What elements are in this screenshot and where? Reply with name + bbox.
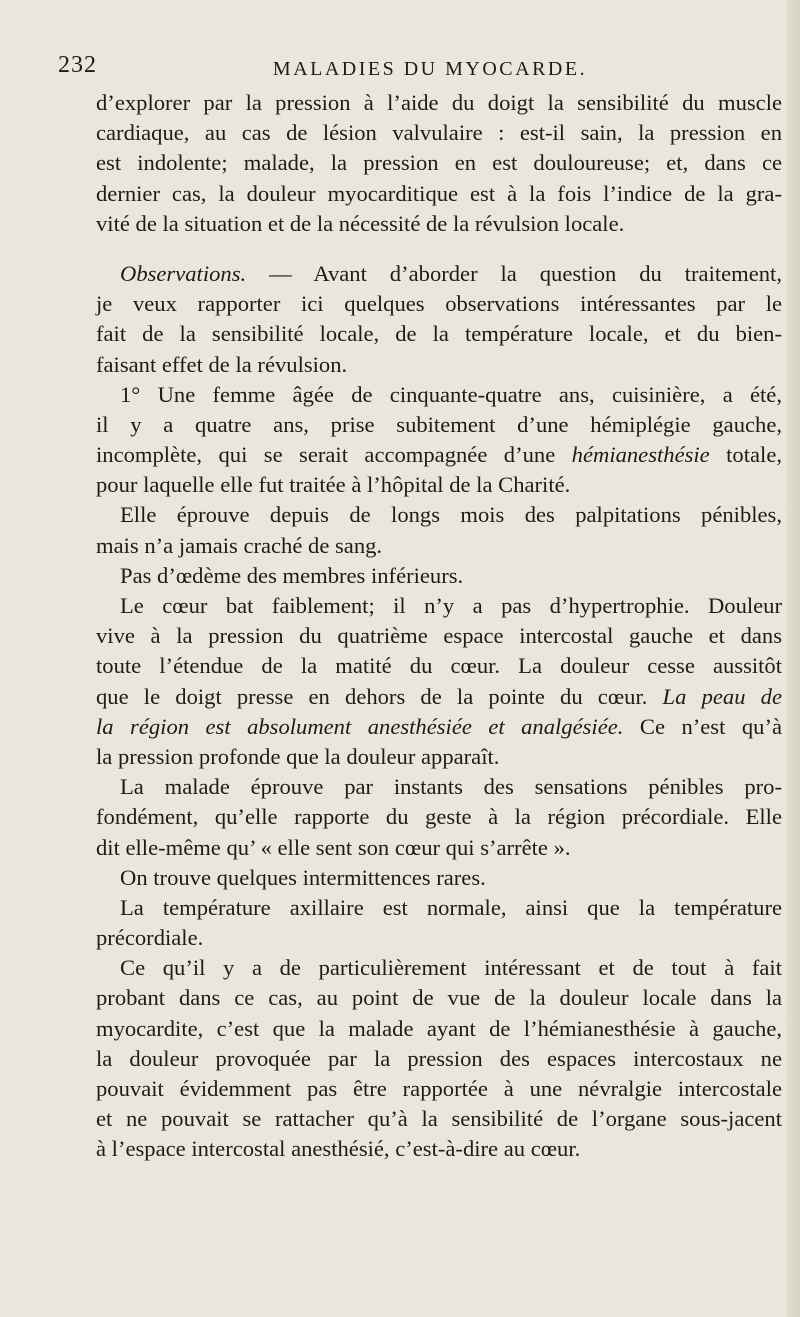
text-line [96,893,782,923]
text-line [96,410,782,440]
text-line [96,682,782,712]
text-segment: la douleur provoquée par la pression des espaces intercostaux ne [96,1045,782,1071]
text-segment: dit elle-même qu’ « elle sent son cœur qui s’arrête ». [96,834,571,860]
text-segment: 1° Une femme âgée de cinquante-quatre ans, cuisinière, a été, [120,381,782,407]
page-edge-shadow [786,0,800,1317]
text-line [96,88,782,118]
running-head: MALADIES DU MYOCARDE. [272,58,588,80]
text-segment: — Avant d’aborder la question du traitement, [246,260,782,286]
text-line [96,1044,782,1074]
text-segment: La malade éprouve par instants des sensations pénibles pro- [120,774,782,800]
text-line [96,983,782,1013]
text-line [96,742,782,772]
text-line [96,1134,782,1164]
text-line [96,591,782,621]
text-line [96,380,782,410]
text-segment: myocardite, c’est que la malade ayant de l’hémianesthésie à gauche, [96,1015,782,1041]
text-segment: faisant effet de la révulsion. [96,351,348,377]
text-line [96,440,782,470]
text-line [96,470,782,500]
text-segment: On trouve quelques intermittences rares. [120,864,486,890]
text-line [96,863,782,893]
italic-text-segment: la région est absolument anesthésiée et analgésiée. [96,713,624,739]
text-segment: d’explorer par la pression à l’aide du doigt la sensibilité du muscle [96,90,782,115]
text-segment: cardiaque, au cas de lésion valvulaire : est-il sain, la pression en [96,120,782,146]
italic-text-segment: La peau de [662,683,782,709]
italic-text-segment: Observations. [120,260,247,286]
text-line [96,179,782,209]
text-segment: incomplète, qui se serait accompagnée d’une [96,442,572,468]
text-line [96,209,782,239]
text-segment: Le cœur bat faiblement; il n’y a pas d’hypertrophie. Douleur [120,593,782,618]
text-segment: Ce n’est qu’à [623,713,782,739]
text-line [96,923,782,953]
text-segment: fondément, qu’elle rapporte du geste à la région précordiale. Elle [96,804,782,830]
text-segment: pouvait évidemment pas être rapportée à une névralgie intercostale [96,1076,782,1101]
page-number: 232 [58,52,97,78]
text-line [96,802,782,832]
text-line [96,953,782,983]
text-segment: mais n’a jamais craché de sang. [96,532,383,558]
page-header [58,52,778,86]
text-segment: vité de la situation et de la nécessité de la révulsion locale. [96,210,625,236]
text-segment: dernier cas, la douleur myocarditique est à la fois l’indice de la gra- [96,180,782,206]
text-line [96,712,782,742]
text-line [96,319,782,349]
text-segment: probant dans ce cas, au point de vue de la douleur locale dans la [96,985,782,1011]
text-line [96,148,782,178]
text-segment: Ce qu’il y a de particulièrement intéressant et de tout à fait [120,955,782,981]
text-segment: il y a quatre ans, prise subitement d’une hémiplégie gauche, [96,411,782,437]
text-segment: Elle éprouve depuis de longs mois des palpitations pénibles, [120,502,782,528]
text-segment: je veux rapporter ici quelques observations intéressantes par le [96,291,782,317]
text-line [96,1074,782,1104]
text-line [96,772,782,802]
text-line [96,118,782,148]
text-line [96,621,782,651]
text-segment: la pression profonde que la douleur apparaît. [96,743,500,769]
text-line [96,1104,782,1134]
body-text [96,88,782,1165]
text-line [96,259,782,289]
text-segment: à l’espace intercostal anesthésié, c’est-à-dire au cœur. [96,1136,581,1162]
text-line [96,531,782,561]
text-segment: précordiale. [96,925,204,951]
text-segment: La température axillaire est normale, ainsi que la température [120,894,782,920]
text-line [96,289,782,319]
text-segment: toute l’étendue de la matité du cœur. La douleur cesse aussitôt [96,653,782,679]
text-segment: totale, [709,442,782,468]
text-line [96,651,782,681]
text-line [96,561,782,591]
text-segment: et ne pouvait se rattacher qu’à la sensibilité de l’organe sous-jacent [96,1106,782,1132]
text-line [96,500,782,530]
text-segment: Pas d’œdème des membres inférieurs. [120,562,464,588]
italic-text-segment: hémianesthésie [571,442,710,468]
text-line [96,350,782,380]
text-segment: vive à la pression du quatrième espace intercostal gauche et dans [96,623,782,649]
text-segment: pour laquelle elle fut traitée à l’hôpital de la Charité. [96,472,571,498]
text-line [96,1014,782,1044]
text-line [96,833,782,863]
text-segment: fait de la sensibilité locale, de la température locale, et du bien- [96,321,782,347]
text-segment: est indolente; malade, la pression en est douloureuse; et, dans ce [96,150,782,176]
text-segment: que le doigt presse en dehors de la pointe du cœur. [96,683,663,709]
